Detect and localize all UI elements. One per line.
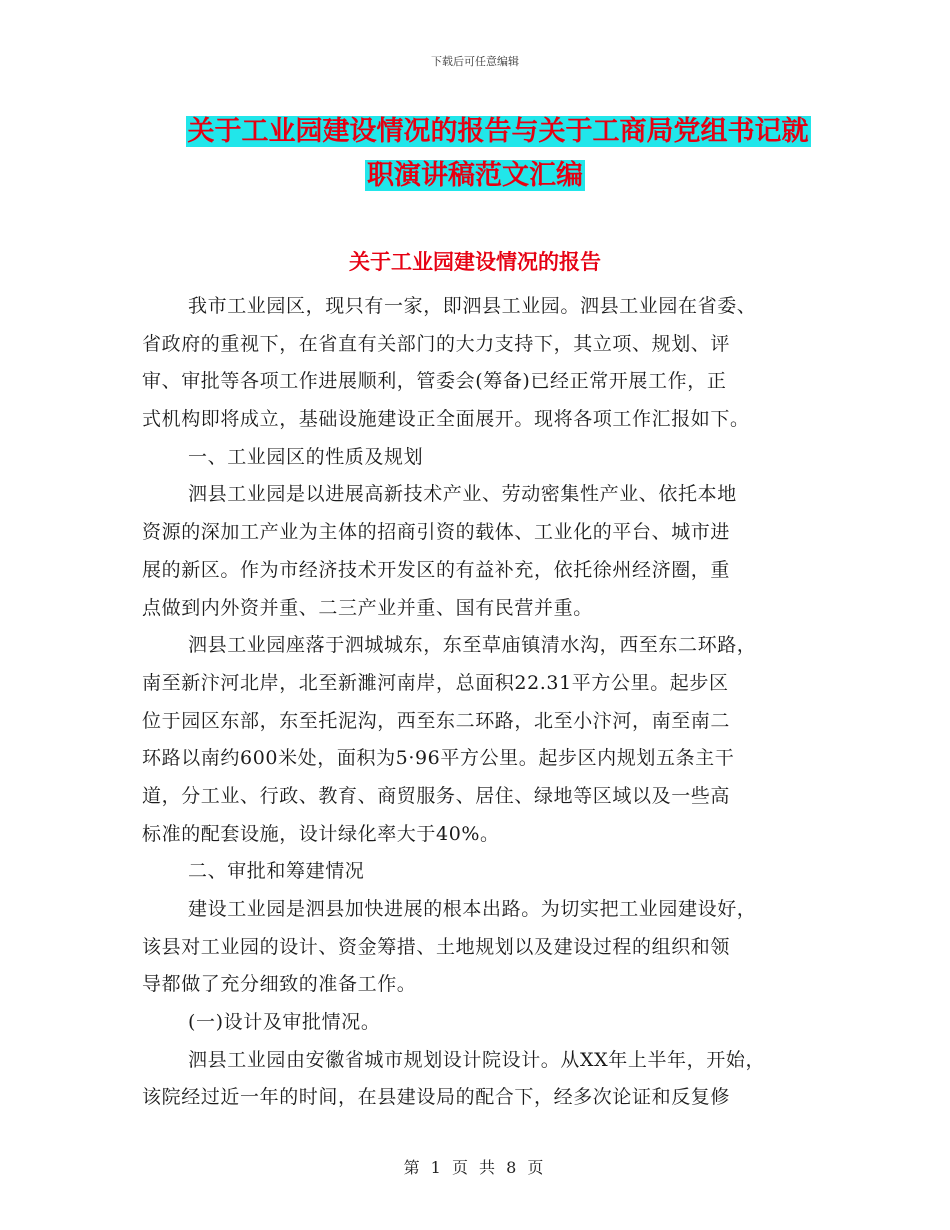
text-line: 该县对工业园的设计、资金筹措、土地规划以及建设过程的组织和领 <box>142 935 731 958</box>
text-line: 泗县工业园座落于泗城城东，东至草庙镇清水沟，西至东二环路， <box>188 634 757 657</box>
page-number: 第 1 页 共 8 页 <box>403 1158 547 1177</box>
page-header-note: 下载后可任意编辑 <box>431 55 519 68</box>
text-line: 展的新区。作为市经济技术开发区的有益补充，依托徐州经济圈，重 <box>142 558 731 581</box>
text-line: 南至新汴河北岸，北至新濉河南岸，总面积22.31平方公里。起步区 <box>142 671 729 694</box>
text-line: 环路以南约600米处，面积为5·96平方公里。起步区内规划五条主干 <box>142 747 735 770</box>
text-line: 建设工业园是泗县加快进展的根本出路。为切实把工业园建设好， <box>188 898 757 920</box>
text-line: 一、工业园区的性质及规划 <box>188 445 424 468</box>
text-line: 式机构即将成立，基础设施建设正全面展开。现将各项工作汇报如下。 <box>142 408 750 431</box>
section-title: 关于工业园建设情况的报告 <box>349 250 601 274</box>
text-line: 资源的深加工产业为主体的招商引资的载体、工业化的平台、城市进 <box>142 521 731 544</box>
text-line: 省政府的重视下，在省直有关部门的大力支持下，其立项、规划、评 <box>142 332 731 355</box>
body-text <box>142 288 812 1117</box>
text-line: 位于园区东部，东至托泥沟，西至东二环路，北至小汴河，南至南二 <box>142 709 731 732</box>
text-line: 该院经过近一年的时间，在县建设局的配合下，经多次论证和反复修 <box>142 1086 731 1109</box>
text-line: 审、审批等各项工作进展顺利，管委会(筹备)已经正常开展工作，正 <box>142 370 727 393</box>
text-line: 点做到内外资并重、二三产业并重、国有民营并重。 <box>142 596 593 619</box>
text-line: 道，分工业、行政、教育、商贸服务、居住、绿地等区域以及一些高 <box>142 784 731 807</box>
text-line: 我市工业园区，现只有一家，即泗县工业园。泗县工业园在省委、 <box>188 295 757 317</box>
text-line: 二、审批和筹建情况 <box>188 860 365 883</box>
text-line: 泗县工业园是以进展高新技术产业、劳动密集性产业、依托本地 <box>188 483 737 506</box>
title-line-2: 职演讲稿范文汇编 <box>367 160 583 191</box>
text-line: 泗县工业园由安徽省城市规划设计院设计。从XX年上半年，开始， <box>188 1048 766 1071</box>
text-line: (一)设计及审批情况。 <box>188 1011 381 1034</box>
document-title <box>0 110 950 198</box>
text-line: 导都做了充分细致的准备工作。 <box>142 973 417 996</box>
title-line-1: 关于工业园建设情况的报告与关于工商局党组书记就 <box>187 116 809 147</box>
text-line: 标准的配套设施，设计绿化率大于40%。 <box>142 822 500 845</box>
